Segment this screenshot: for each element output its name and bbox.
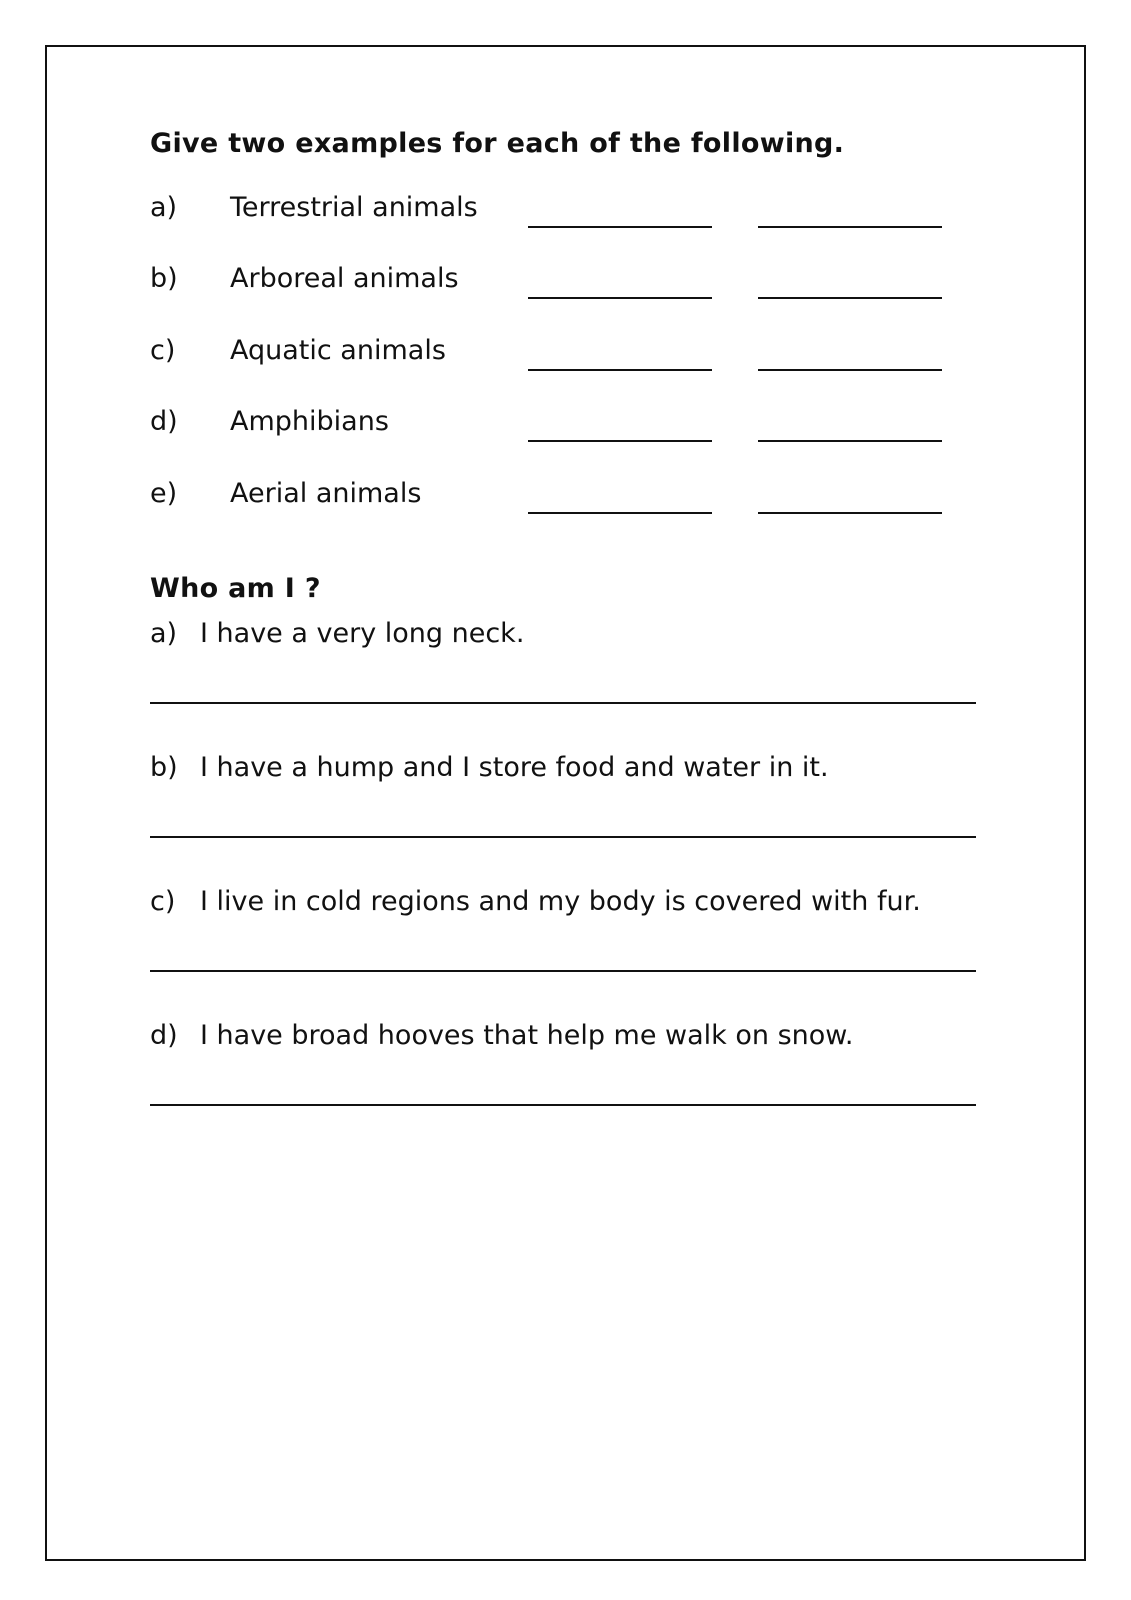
question-text: I have a very long neck. bbox=[200, 618, 525, 649]
question-letter: b) bbox=[150, 752, 178, 783]
item-label: Amphibians bbox=[230, 406, 389, 437]
question-text: I have a hump and I store food and water in it. bbox=[200, 752, 829, 783]
example-row-aerial bbox=[0, 478, 1131, 518]
item-label: Aerial animals bbox=[230, 478, 422, 509]
example-row-aquatic bbox=[0, 335, 1131, 375]
answer-blank-2[interactable] bbox=[758, 226, 942, 228]
item-label: Aquatic animals bbox=[230, 335, 446, 366]
example-row-terrestrial bbox=[0, 192, 1131, 232]
answer-blank-1[interactable] bbox=[528, 226, 712, 228]
section-title-who-am-i: Who am I ? bbox=[150, 573, 321, 604]
answer-blank-2[interactable] bbox=[758, 297, 942, 299]
answer-blank-2[interactable] bbox=[758, 369, 942, 371]
item-label: Terrestrial animals bbox=[230, 192, 478, 223]
item-label: Arboreal animals bbox=[230, 263, 459, 294]
question-letter: d) bbox=[150, 1020, 178, 1051]
answer-blank-1[interactable] bbox=[528, 512, 712, 514]
question-letter: a) bbox=[150, 618, 178, 649]
item-letter: a) bbox=[150, 192, 178, 223]
answer-blank-1[interactable] bbox=[528, 297, 712, 299]
riddle-question bbox=[150, 752, 980, 783]
answer-line[interactable] bbox=[150, 970, 976, 972]
question-text: I have broad hooves that help me walk on snow. bbox=[200, 1020, 854, 1051]
riddle-question bbox=[150, 886, 980, 917]
item-letter: e) bbox=[150, 478, 178, 509]
riddle-question bbox=[150, 1020, 980, 1051]
answer-line[interactable] bbox=[150, 836, 976, 838]
example-row-amphibians bbox=[0, 406, 1131, 446]
answer-blank-2[interactable] bbox=[758, 512, 942, 514]
answer-blank-1[interactable] bbox=[528, 369, 712, 371]
item-letter: d) bbox=[150, 406, 178, 437]
item-letter: b) bbox=[150, 263, 178, 294]
question-letter: c) bbox=[150, 886, 176, 917]
answer-blank-2[interactable] bbox=[758, 440, 942, 442]
section-title-examples: Give two examples for each of the following. bbox=[150, 128, 845, 159]
example-row-arboreal bbox=[0, 263, 1131, 303]
answer-line[interactable] bbox=[150, 1104, 976, 1106]
item-letter: c) bbox=[150, 335, 176, 366]
answer-blank-1[interactable] bbox=[528, 440, 712, 442]
question-text: I live in cold regions and my body is covered with fur. bbox=[200, 886, 921, 917]
answer-line[interactable] bbox=[150, 702, 976, 704]
riddle-question bbox=[150, 618, 980, 649]
